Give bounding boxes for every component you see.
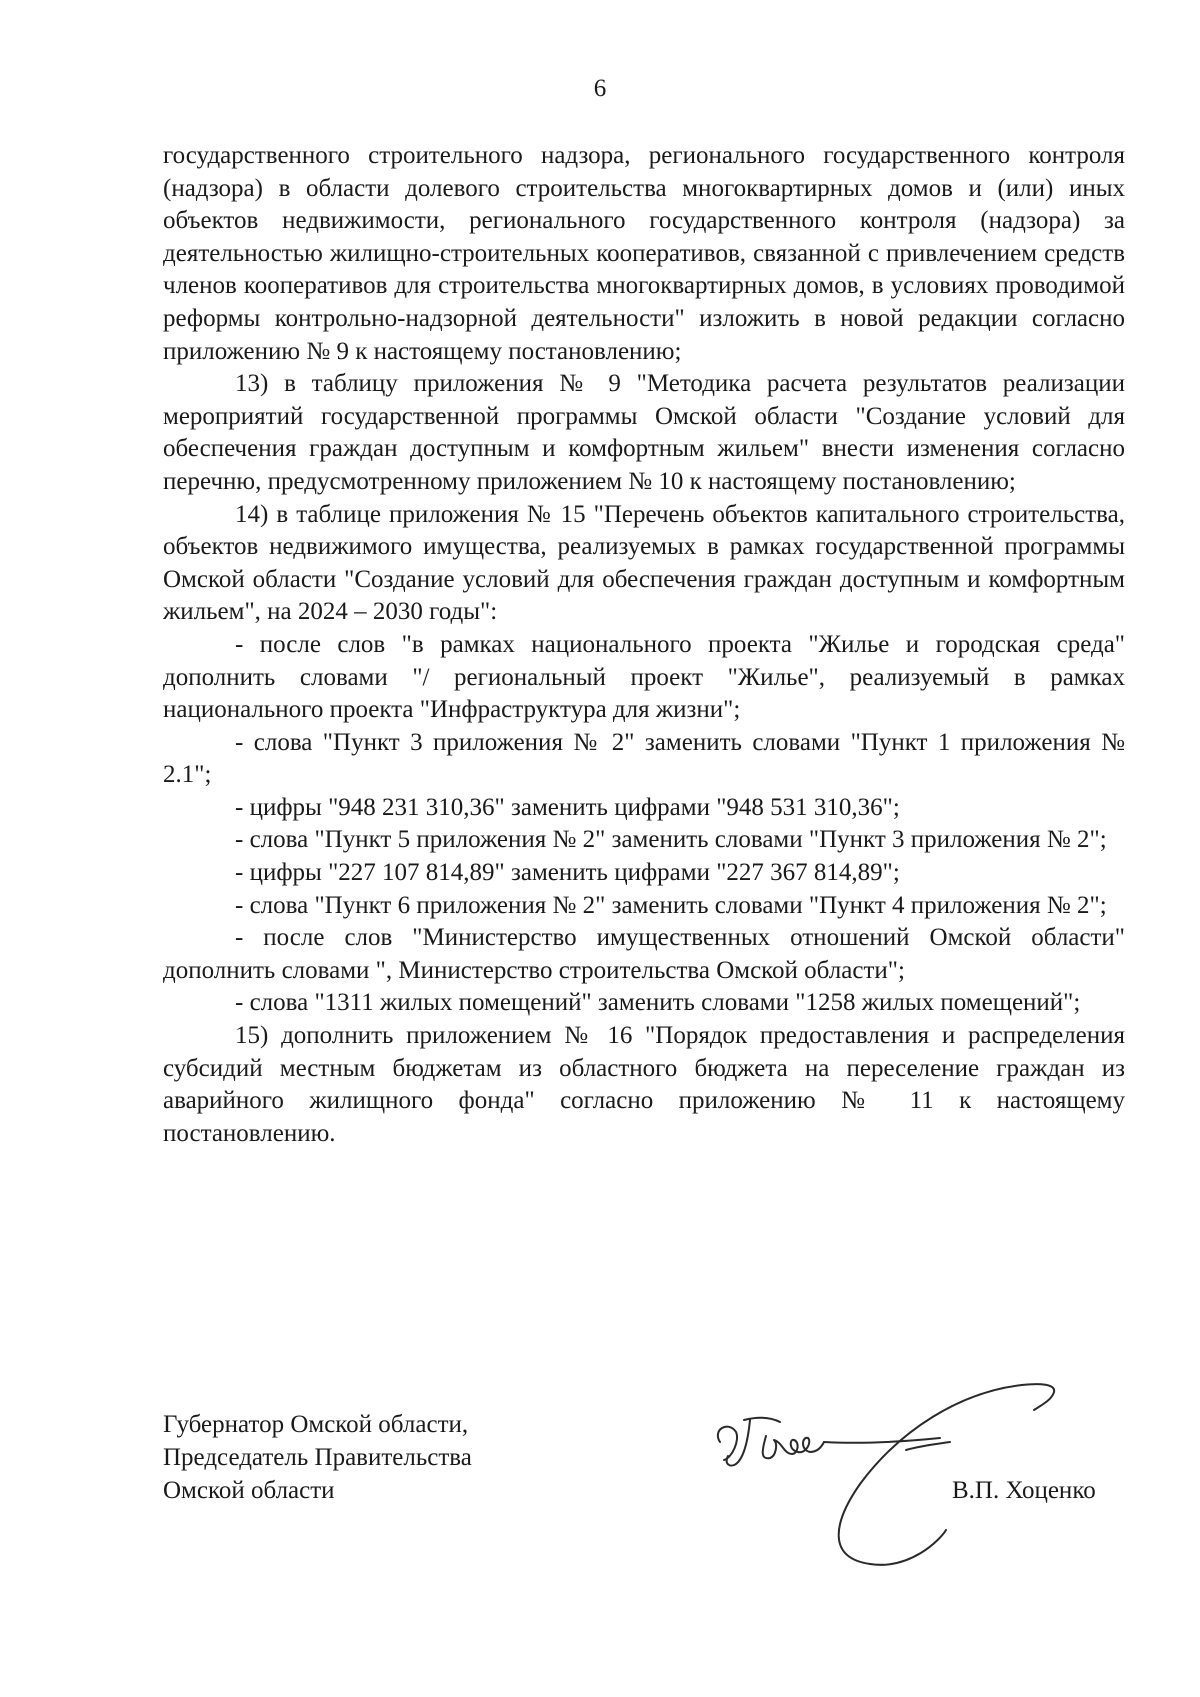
list-item-figures-948: - цифры "948 231 310,36" заменить цифрами "948 531 310,36"; [235,793,900,821]
list-item-national-project: - после слов "в рамках национального проекта "Жилье и городская среда" дополнить словами "/ региональный проект "Жилье", реализуемый в рамках национального проекта "Инфраструктура для жизни"; [163,630,1125,724]
list-item-ministry: - после слов "Министерство имущественных отношений Омской области" дополнить словами ", Министерство строительства Омской области"; [163,924,1125,984]
signatory-title [163,1408,472,1507]
paragraph-continuation: государственного строительного надзора, регионального государственного контроля (надзора) в области долевого строительства многоквартирных домов и (или) иных объектов недвижимости, регионального государственного контроля (надзора) за деятельностью жилищно-строительных кооперативов, связанной с привлечением средств членов кооперативов для строительства многоквартирных домов, в условиях проводимой реформы контрольно-надзорной деятельности" изложить в новой редакции согласно приложению № 9 к настоящему постановлению; [163,142,1125,365]
paragraph-item-14: 14) в таблице приложения № 15 "Перечень объектов капитального строительства, объектов недвижимого имущества, реализуемых в рамках государственной программы Омской области "Создание условий для обеспечения граждан доступным и комфортным жильем", на 2024 – 2030 годы": [163,500,1125,626]
paragraph-item-15: 15) дополнить приложением № 16 "Порядок предоставления и распределения субсидий местным бюджетам из областного бюджета на переселение граждан из аварийного жилищного фонда" согласно приложению № 11 к настоящему постановлению. [163,1022,1125,1147]
page-number: 6 [593,75,607,102]
list-item-point-5: - слова "Пункт 5 приложения № 2" заменить словами "Пункт 3 приложения № 2"; [235,826,1107,854]
signatory-title-line: Губернатор Омской области, [163,1411,469,1438]
list-item-living-spaces: - слова "1311 жилых помещений" заменить словами "1258 жилых помещений"; [235,989,1081,1017]
signer-name: В.П. Хоценко [952,1477,1096,1504]
list-item-point-3: - слова "Пункт 3 приложения № 2" заменить словами "Пункт 1 приложения № 2.1"; [163,728,1125,789]
signatory-title-line: Омской области [163,1477,335,1504]
signatory-title-line: Председатель Правительства [163,1444,472,1471]
list-item-point-6: - слова "Пункт 6 приложения № 2" заменить словами "Пункт 4 приложения № 2"; [235,891,1107,919]
paragraph-item-13: 13) в таблицу приложения № 9 "Методика расчета результатов реализации мероприятий государственной программы Омской области "Создание условий для обеспечения граждан доступным и комфортным жильем" внести изменения согласно перечню, предусмотренному приложением № 10 к настоящему постановлению; [163,370,1125,495]
document-body [163,140,1125,1150]
list-item-figures-227: - цифры "227 107 814,89" заменить цифрами "227 367 814,89"; [235,859,900,887]
